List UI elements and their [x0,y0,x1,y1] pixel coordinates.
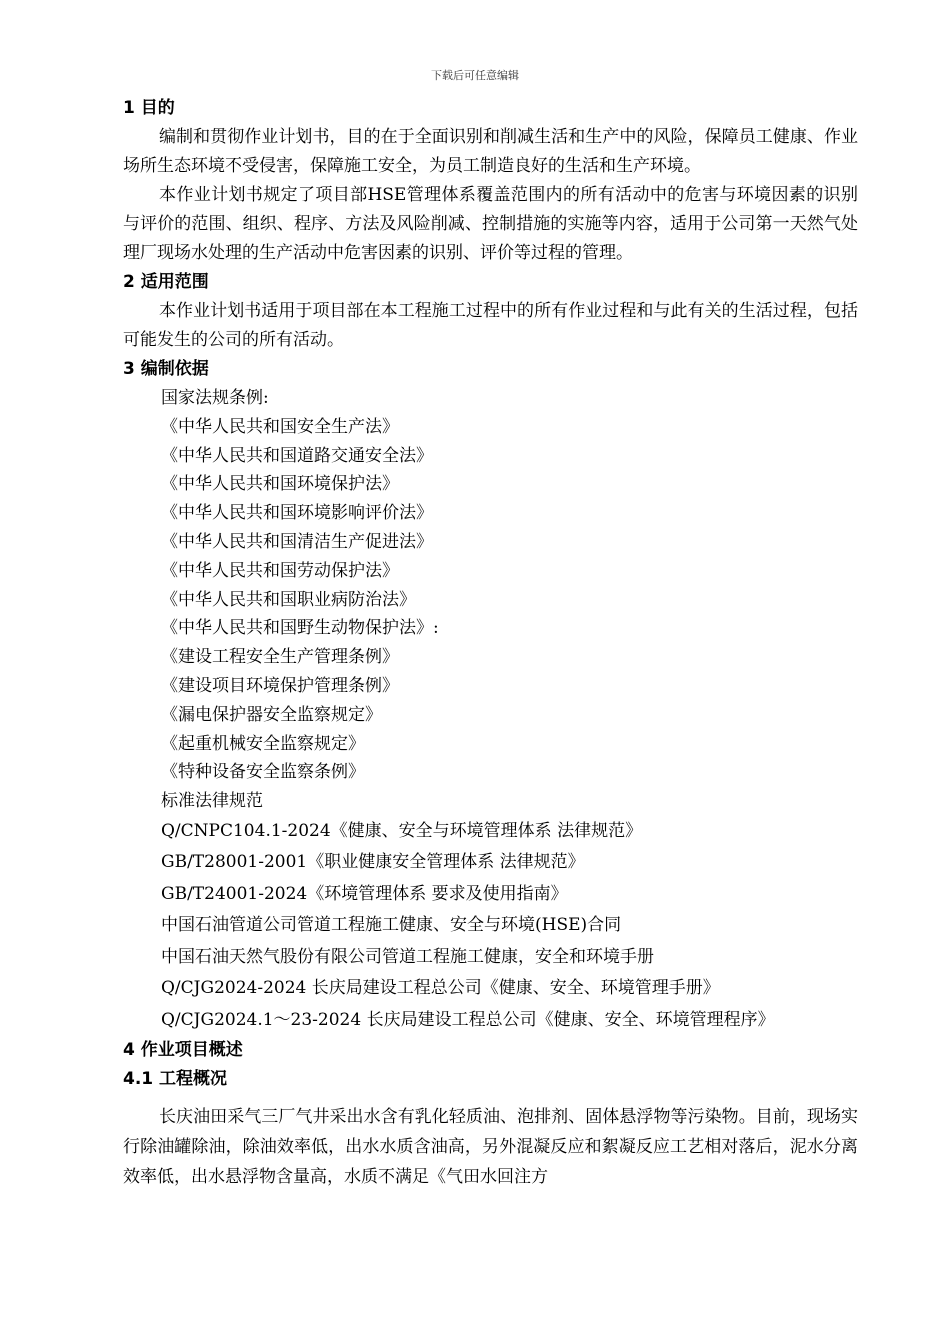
section-4-1-title: 4.1 工程概况 [123,1069,228,1090]
section-2-paragraph-1: 本作业计划书适用于项目部在本工程施工过程中的所有作业过程和与此有关的生活过程，包括可能发生的公司的所有活动。 [123,301,858,350]
laws-list [123,384,858,816]
law-item: 《中华人民共和国安全生产法》 [161,416,399,437]
law-item: 《中华人民共和国清洁生产促进法》 [161,531,433,552]
law-item: 《中华人民共和国职业病防治法》 [161,589,416,610]
standard-item: GB/T24001-2024《环境管理体系 要求及使用指南》 [161,883,568,904]
section-1-paragraph-1: 编制和贯彻作业计划书，目的在于全面识别和削减生活和生产中的风险，保障员工健康、作业场所生态环境不受侵害，保障施工安全，为员工制造良好的生活和生产环境。 [123,127,858,176]
standard-item: Q/CJG2024.1～23-2024 长庆局建设工程总公司《健康、安全、环境管理程序》 [161,1009,775,1030]
law-item: 《中华人民共和国劳动保护法》 [161,560,399,581]
law-item: 《特种设备安全监察条例》 [161,762,365,783]
standard-item: Q/CNPC104.1-2024《健康、安全与环境管理体系 法律规范》 [161,820,643,841]
standard-item: Q/CJG2024-2024 长庆局建设工程总公司《健康、安全、环境管理手册》 [161,978,720,999]
page-header: 下载后可任意编辑 [431,69,519,82]
section-1-title: 1 目的 [123,98,175,118]
law-item: 《中华人民共和国环境影响评价法》 [161,503,433,524]
law-item: 《建设项目环境保护管理条例》 [161,675,399,696]
standard-item: 中国石油天然气股份有限公司管道工程施工健康，安全和环境手册 [161,946,654,967]
section-2-title: 2 适用范围 [123,272,209,292]
law-item: 《中华人民共和国环境保护法》 [161,474,399,495]
section-1-paragraph-2: 本作业计划书规定了项目部HSE管理体系覆盖范围内的所有活动中的危害与环境因素的识别与评价的范围、组织、程序、方法及风险削减、控制措施的实施等内容，适用于公司第一天然气处理厂现场水处理的生产活动中危害因素的识别、评价等过程的管理。 [123,185,858,263]
section-4-title: 4 作业项目概述 [123,1040,243,1061]
law-item: 《漏电保护器安全监察规定》 [161,704,382,725]
laws-heading: 国家法规条例: [161,388,269,408]
law-item: 《中华人民共和国野生动物保护法》: [161,618,439,639]
standards-list [123,816,858,1037]
section-4-1-paragraph-1: 长庆油田采气三厂气井采出水含有乳化轻质油、泡排剂、固体悬浮物等污染物。目前，现场实行除油罐除油，除油效率低，出水水质含油高，另外混凝反应和絮凝反应工艺相对落后，泥水分离效率低，出水悬浮物含量高，水质不满足《气田水回注方 [123,1107,858,1188]
section-3-title: 3 编制依据 [123,359,209,379]
law-item: 《建设工程安全生产管理条例》 [161,647,399,668]
law-item: 《中华人民共和国道路交通安全法》 [161,445,433,466]
document-body [123,94,858,1192]
standard-item: GB/T28001-2001《职业健康安全管理体系 法律规范》 [161,852,585,873]
standards-heading: 标准法律规范 [161,791,263,812]
standard-item: 中国石油管道公司管道工程施工健康、安全与环境(HSE)合同 [161,915,622,936]
law-item: 《起重机械安全监察规定》 [161,733,365,754]
